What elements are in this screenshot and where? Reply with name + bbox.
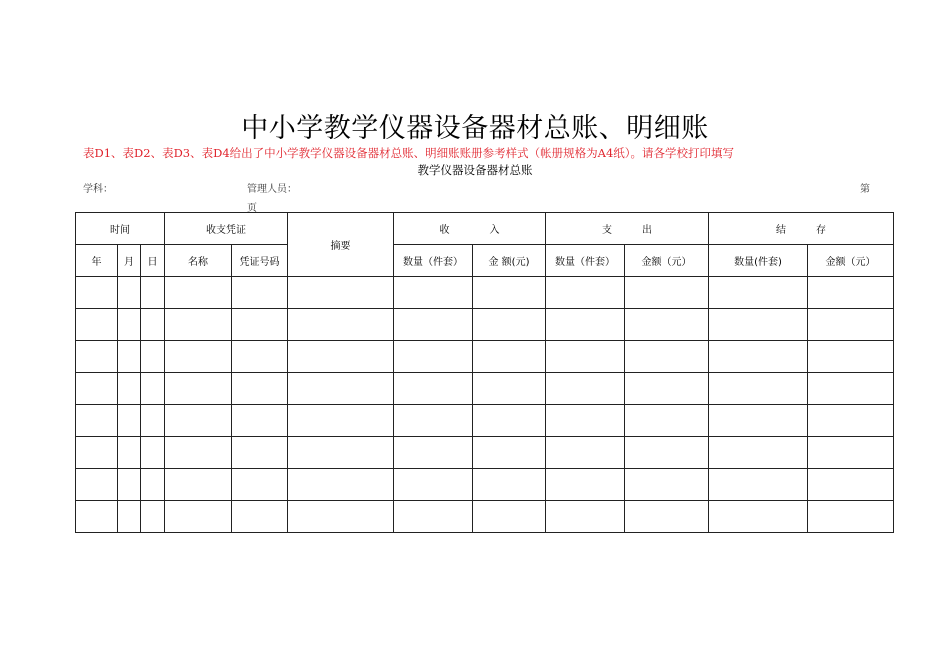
table-cell[interactable] — [709, 405, 808, 437]
table-cell[interactable] — [232, 437, 288, 469]
col-income-qty: 数量（件套） — [394, 245, 473, 277]
table-cell[interactable] — [546, 277, 625, 309]
table-cell[interactable] — [709, 373, 808, 405]
table-cell[interactable] — [76, 277, 118, 309]
table-cell[interactable] — [394, 469, 473, 501]
table-cell[interactable] — [232, 341, 288, 373]
col-name: 名称 — [165, 245, 232, 277]
col-month: 月 — [118, 245, 141, 277]
table-cell[interactable] — [473, 437, 546, 469]
table-cell[interactable] — [473, 309, 546, 341]
table-cell[interactable] — [625, 437, 709, 469]
table-cell[interactable] — [625, 405, 709, 437]
table-cell[interactable] — [288, 341, 394, 373]
table-cell[interactable] — [473, 405, 546, 437]
table-row — [76, 469, 894, 501]
table-cell[interactable] — [394, 341, 473, 373]
table-cell[interactable] — [232, 469, 288, 501]
table-cell[interactable] — [709, 277, 808, 309]
table-cell[interactable] — [232, 309, 288, 341]
table-cell[interactable] — [709, 437, 808, 469]
table-cell[interactable] — [118, 277, 141, 309]
table-cell[interactable] — [165, 437, 232, 469]
table-cell[interactable] — [165, 309, 232, 341]
table-cell[interactable] — [118, 437, 141, 469]
table-cell[interactable] — [625, 469, 709, 501]
table-cell[interactable] — [546, 373, 625, 405]
table-cell[interactable] — [288, 437, 394, 469]
table-cell[interactable] — [546, 469, 625, 501]
col-expense-amount: 金额（元） — [625, 245, 709, 277]
table-cell[interactable] — [473, 341, 546, 373]
table-cell[interactable] — [709, 501, 808, 533]
page-label-prefix: 第 — [860, 184, 870, 195]
table-cell[interactable] — [141, 437, 165, 469]
table-cell[interactable] — [165, 405, 232, 437]
table-cell[interactable] — [394, 277, 473, 309]
table-cell[interactable] — [165, 277, 232, 309]
table-row — [76, 341, 894, 373]
table-cell[interactable] — [76, 341, 118, 373]
table-cell[interactable] — [394, 309, 473, 341]
table-cell[interactable] — [473, 277, 546, 309]
table-cell[interactable] — [546, 309, 625, 341]
table-cell[interactable] — [394, 437, 473, 469]
table-cell[interactable] — [546, 501, 625, 533]
col-day: 日 — [141, 245, 165, 277]
table-cell[interactable] — [808, 277, 894, 309]
table-cell[interactable] — [625, 501, 709, 533]
table-cell[interactable] — [288, 277, 394, 309]
table-cell[interactable] — [141, 373, 165, 405]
col-year: 年 — [76, 245, 118, 277]
header-income: 收 入 — [394, 213, 546, 245]
table-cell[interactable] — [394, 405, 473, 437]
table-cell[interactable] — [165, 373, 232, 405]
table-cell[interactable] — [76, 501, 118, 533]
table-cell[interactable] — [76, 437, 118, 469]
table-cell[interactable] — [288, 469, 394, 501]
table-cell[interactable] — [232, 405, 288, 437]
table-cell[interactable] — [288, 309, 394, 341]
table-cell[interactable] — [118, 405, 141, 437]
table-row — [76, 437, 894, 469]
table-cell[interactable] — [118, 501, 141, 533]
table-cell[interactable] — [625, 373, 709, 405]
table-cell[interactable] — [709, 469, 808, 501]
table-cell[interactable] — [808, 405, 894, 437]
table-cell[interactable] — [232, 277, 288, 309]
ledger-title: 教学仪器设备器材总账 — [417, 163, 533, 177]
table-cell[interactable] — [232, 373, 288, 405]
table-cell[interactable] — [625, 341, 709, 373]
col-balance-qty: 数量(件套) — [709, 245, 808, 277]
table-cell[interactable] — [546, 405, 625, 437]
table-row — [76, 277, 894, 309]
header-row-groups — [76, 213, 894, 245]
table-row — [76, 501, 894, 533]
table-cell[interactable] — [808, 309, 894, 341]
col-voucher-no: 凭证号码 — [232, 245, 288, 277]
table-cell[interactable] — [808, 469, 894, 501]
header-time: 时间 — [76, 213, 165, 245]
table-cell[interactable] — [473, 469, 546, 501]
table-cell[interactable] — [808, 341, 894, 373]
ledger-body — [76, 277, 894, 533]
header-row-columns — [76, 245, 894, 277]
table-cell[interactable] — [709, 341, 808, 373]
table-cell[interactable] — [118, 373, 141, 405]
table-cell[interactable] — [141, 469, 165, 501]
subject-label: 学科： — [83, 184, 113, 195]
table-cell[interactable] — [118, 341, 141, 373]
page-label-suffix: 页 — [247, 203, 257, 214]
table-cell[interactable] — [394, 501, 473, 533]
table-cell[interactable] — [625, 277, 709, 309]
table-cell[interactable] — [141, 341, 165, 373]
table-row — [76, 373, 894, 405]
table-cell[interactable] — [625, 309, 709, 341]
table-cell[interactable] — [473, 373, 546, 405]
table-row — [76, 309, 894, 341]
table-cell[interactable] — [118, 309, 141, 341]
table-cell[interactable] — [546, 341, 625, 373]
table-cell[interactable] — [808, 437, 894, 469]
table-cell[interactable] — [141, 277, 165, 309]
table-cell[interactable] — [76, 309, 118, 341]
table-cell[interactable] — [141, 309, 165, 341]
table-cell[interactable] — [141, 405, 165, 437]
table-cell[interactable] — [165, 341, 232, 373]
table-cell[interactable] — [288, 501, 394, 533]
table-cell[interactable] — [808, 373, 894, 405]
table-cell[interactable] — [473, 501, 546, 533]
header-expense: 支 出 — [546, 213, 709, 245]
table-cell[interactable] — [288, 373, 394, 405]
table-cell[interactable] — [76, 469, 118, 501]
table-cell[interactable] — [546, 437, 625, 469]
table-cell[interactable] — [288, 405, 394, 437]
table-cell[interactable] — [118, 469, 141, 501]
table-cell[interactable] — [232, 501, 288, 533]
table-cell[interactable] — [394, 373, 473, 405]
document-title: 中小学教学仪器设备器材总账、明细账 — [241, 113, 709, 144]
table-cell[interactable] — [76, 373, 118, 405]
col-expense-qty: 数量（件套） — [546, 245, 625, 277]
ledger-table — [75, 212, 894, 533]
table-cell[interactable] — [165, 501, 232, 533]
instruction-note: 表D1、表D2、表D3、表D4给出了中小学教学仪器设备器材总账、明细账账册参考样式（帐册规格为A4纸）。请各学校打印填写 — [83, 146, 735, 160]
col-income-amount: 金 额(元) — [473, 245, 546, 277]
header-summary: 摘要 — [288, 213, 394, 277]
table-cell[interactable] — [808, 501, 894, 533]
table-cell[interactable] — [165, 469, 232, 501]
table-row — [76, 405, 894, 437]
table-cell[interactable] — [76, 405, 118, 437]
header-voucher: 收支凭证 — [165, 213, 288, 245]
header-balance: 结 存 — [709, 213, 894, 245]
admin-label: 管理人员： — [247, 184, 297, 195]
table-cell[interactable] — [141, 501, 165, 533]
table-cell[interactable] — [709, 309, 808, 341]
col-balance-amount: 金额（元） — [808, 245, 894, 277]
